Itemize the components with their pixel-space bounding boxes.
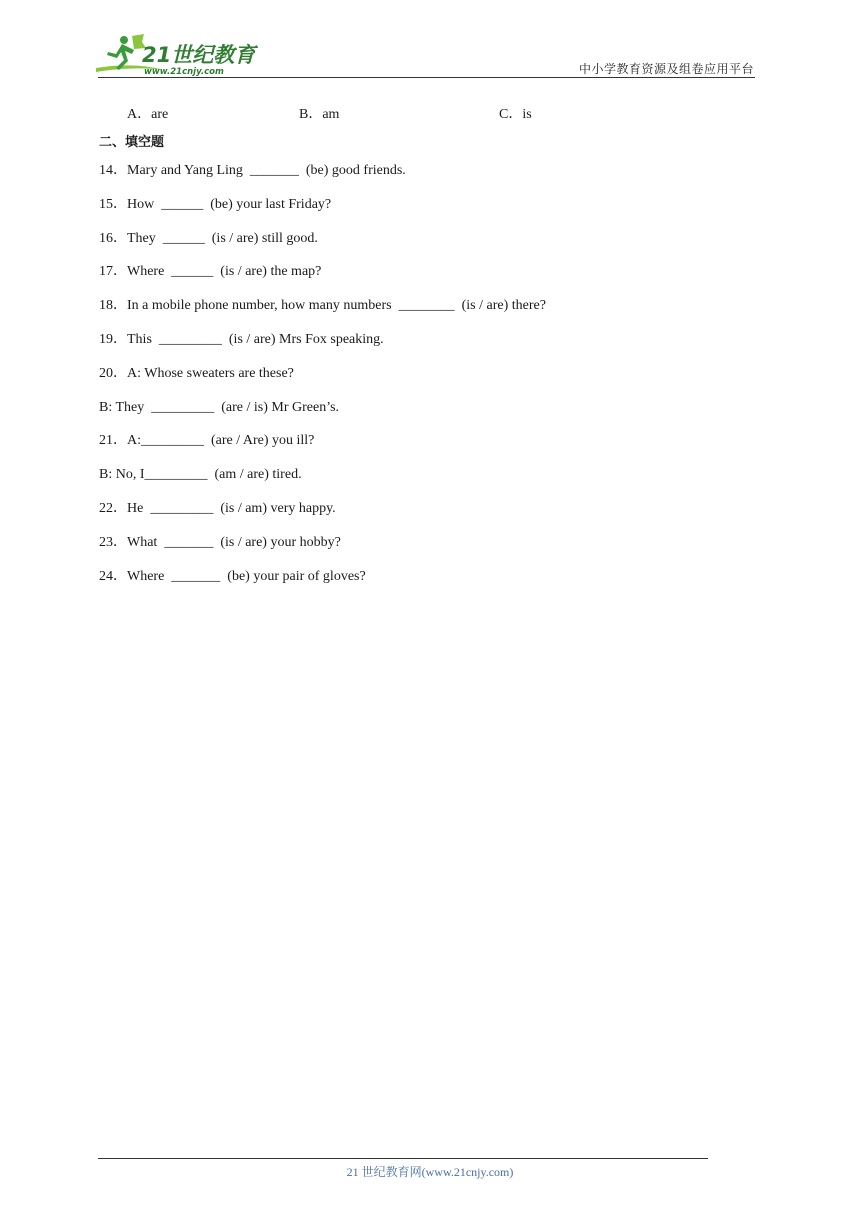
svg-text:www.21cnjy.com: www.21cnjy.com xyxy=(144,67,224,77)
question-content xyxy=(99,104,759,599)
question-item: 14．Mary and Yang Ling _______ (be) good friends. xyxy=(99,163,406,178)
question-item: 15．How ______ (be) your last Friday? xyxy=(99,196,332,212)
site-logo xyxy=(94,32,264,78)
header-divider xyxy=(98,77,755,78)
page-header xyxy=(0,0,860,80)
question-item: B: No, I_________ (am / are) tired. xyxy=(99,467,302,483)
option-c: C．is xyxy=(499,107,532,122)
question-item: 19．This _________ (is / are) Mrs Fox speaking. xyxy=(99,331,384,347)
platform-title: 中小学教育资源及组卷应用平台 xyxy=(578,62,754,76)
svg-text:21世纪教育: 21世纪教育 xyxy=(142,43,256,67)
option-a: A．are xyxy=(127,107,169,122)
runner-logo-icon xyxy=(94,32,264,78)
footer-divider xyxy=(98,1158,708,1159)
answer-options xyxy=(99,104,759,126)
question-item: B: They _________ (are / is) Mr Green’s. xyxy=(99,399,340,415)
question-item: 23．What _______ (is / are) your hobby? xyxy=(99,534,341,550)
option-b: B．am xyxy=(299,107,340,122)
question-item: 20．A: Whose sweaters are these? xyxy=(99,365,294,381)
question-item: 18．In a mobile phone number, how many numbers ________ (is / are) there? xyxy=(99,298,546,314)
question-item: 22．He _________ (is / am) very happy. xyxy=(99,500,336,516)
question-item: 17．Where ______ (is / are) the map? xyxy=(99,264,322,280)
question-item: 16．They ______ (is / are) still good. xyxy=(99,230,318,246)
footer-link[interactable]: 21 世纪教育网(www.21cnjy.com) xyxy=(346,1165,514,1179)
question-item: 21．A:_________ (are / Are) you ill? xyxy=(99,433,315,449)
section-title: 二、填空题 xyxy=(99,135,165,150)
question-item: 24．Where _______ (be) your pair of gloves? xyxy=(99,568,366,584)
